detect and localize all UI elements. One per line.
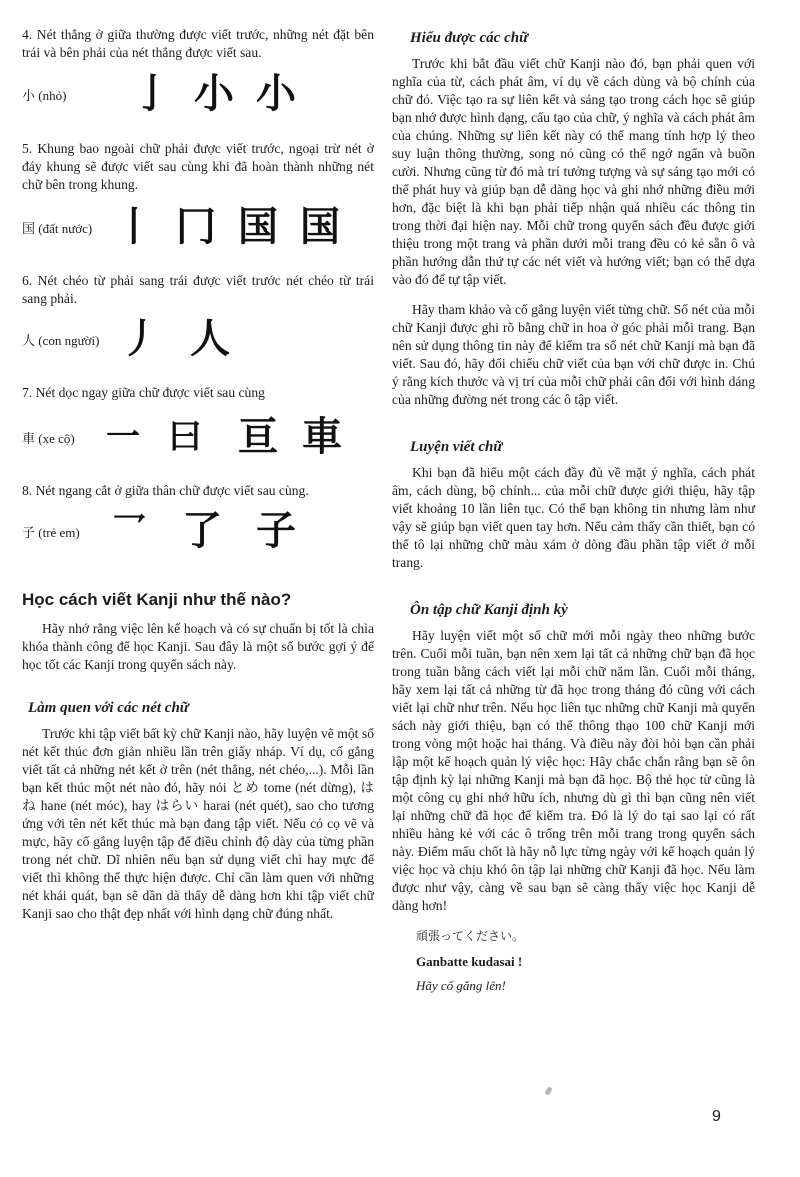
- stroke-order-row-small: [22, 62, 374, 126]
- stroke-sequence: [114, 204, 362, 250]
- stroke-order-row-child: [22, 500, 374, 562]
- step-8-text: 8. Nét ngang cắt ở giữa thân chữ được viết sau cùng.: [22, 483, 309, 498]
- subsection-title-practice: Luyện viết chữ: [410, 439, 503, 455]
- stroke-step: 亘: [238, 414, 278, 460]
- closing-japanese: 頑張ってください。: [416, 929, 525, 943]
- stroke-step: 小: [194, 71, 234, 117]
- stroke-step: 了: [182, 508, 222, 554]
- stroke-sequence: [112, 508, 318, 554]
- understand-paragraph-1: Trước khi bắt đầu viết chữ Kanji nào đó, bạn phải quen với nghĩa của từ, cách phát âm, ví dụ về cách dùng và bộ chính của chữ đó. Việc tạo ra sự liên kết và sáng tạo trong cách học sẽ giúp bạn nhớ được hình dạng, cấu tạo của chữ, ý nghĩa và cách phát âm của chúng. Những sự liên kết này có thể mang tính hợp lý theo suy luận thông thường, song nó cũng có thể ngớ ngẩn và buồn cười. Nhưng cũng từ đó mà trí tưởng tượng và sự sáng tạo mới có thể phát huy và giúp bạn dễ dàng học và ghi nhớ những điều mới hơn, đặc biệt là khi bạn phải tiếp nhận quá nhiều các thông tin trong thời đại hiện nay. Mỗi chữ trong quyển sách đều được giới thiệu trong một trang và phần dưới mỗi trang đều có kẻ sẵn ô và phần hướng dẫn thứ tự các nét viết và hướng viết; bạn có thể dựa vào đó để tự tập viết.: [392, 56, 755, 287]
- subsection-title-review: Ôn tập chữ Kanji định kỳ: [410, 602, 568, 618]
- section-title: Học cách viết Kanji như thế nào?: [22, 590, 292, 609]
- subsection-title-strokes: Làm quen với các nét chữ: [28, 700, 189, 716]
- stroke-step: 小: [256, 71, 296, 117]
- stroke-step: 国: [238, 204, 278, 250]
- stroke-step: 子: [256, 508, 296, 554]
- scan-speck: [544, 1086, 552, 1095]
- stroke-order-row-person: [22, 308, 374, 370]
- closing-romaji: Ganbatte kudasai !: [416, 954, 523, 969]
- stroke-step: 国: [300, 204, 340, 250]
- intro-paragraph: Hãy nhớ rằng việc lên kế hoạch và có sự chuẩn bị tốt là chìa khóa thành công để học Kanji. Sau đây là một số bước gợi ý để học tốt các Kanji trong quyển sách này.: [22, 621, 374, 672]
- stroke-step: 丿: [120, 316, 160, 362]
- step-7-text: 7. Nét dọc ngay giữa chữ được viết sau cùng: [22, 385, 265, 400]
- kanji-label: 国 (đất nước): [22, 220, 93, 236]
- stroke-sequence: [132, 71, 318, 117]
- stroke-step: 乛: [112, 511, 146, 551]
- step-4-text: 4. Nét thẳng ở giữa thường được viết trước, những nét đặt bên trái và bên phải của nét thẳng được viết sau.: [22, 27, 374, 60]
- stroke-step: 丨: [114, 204, 154, 250]
- kanji-label: 子 (trẻ em): [22, 524, 80, 540]
- stroke-step: 車: [302, 414, 342, 460]
- stroke-step: 人: [190, 316, 230, 362]
- right-column: [392, 30, 755, 994]
- stroke-order-row-vehicle: [22, 402, 374, 472]
- closing-vietnamese: Hãy cố gắng lên!: [416, 978, 506, 993]
- kanji-label: 人 (con người): [22, 332, 100, 348]
- stroke-order-row-country: [22, 194, 374, 260]
- stroke-step: 冂: [176, 204, 216, 250]
- stroke-sequence: [106, 414, 364, 460]
- review-paragraph: Hãy luyện viết một số chữ mới mỗi ngày theo những bước trên. Cuối mỗi tuần, bạn nên xem lại tất cả những chữ bạn đã học trong tuần bằng cách viết lại mỗi chữ năm lần. Cuối mỗi tháng, hãy xem lại tất cả những từ đã học trong tháng đó cũng với cách viết lại chữ như trên. Nếu học liên tục những chữ Kanji mà quyển sách này giới thiệu, bạn có thể thông thạo 100 chữ Kanji mới trong vòng một hoặc hai tháng. Và điều này đòi hỏi bạn cần phải lập một kế hoạch quản lý việc học: Hãy chắc chắn rằng bạn sẽ ôn tập định kỳ lại những Kanji mà bạn đã học. Bộ thẻ học từ cũng là một công cụ ghi nhớ hữu ích, nhưng dù gì thì bạn cũng nên viết lại những chữ đã học để kiểm tra. Đó là lý do tại sao lại có rất nhiều hàng kẻ với các ô trống trên mỗi trang trong quyển sách này. Điểm mấu chốt là hãy nỗ lực từng ngày với kế hoạch quản lý việc học và chịu khó ôn tập lại những chữ Kanji đã học. Nếu làm được như vậy, càng về sau bạn sẽ càng thấy việc học Kanji dễ dàng hơn!: [392, 628, 755, 913]
- page-number: 9: [712, 1108, 721, 1125]
- step-5-text: 5. Khung bao ngoài chữ phải được viết trước, ngoại trừ nét ở đáy khung sẽ được viết sau cùng khi đã hoàn thành những nét chữ bên trong khung.: [22, 141, 374, 192]
- stroke-step: 曰: [168, 417, 202, 457]
- stroke-step: 一: [106, 417, 140, 457]
- practice-paragraph: Khi bạn đã hiểu một cách đầy đủ về mặt ý nghĩa, cách phát âm, cách dùng, bộ chính... của mỗi chữ được giới thiệu, hãy tập viết khoảng 10 lần liên tục. Có thể bạn không tin nhưng làm như vậy sẽ giúp bạn viết quen tay hơn. Nếu cảm thấy cần thiết, bạn có thể tô lại những chữ màu xám ở dòng đầu phần tập viết ở mỗi trang.: [392, 465, 755, 570]
- kanji-label: 車 (xe cộ): [22, 430, 75, 446]
- stroke-sequence: [120, 316, 252, 362]
- subsection-title-understand: Hiểu được các chữ: [410, 30, 529, 46]
- left-column: [22, 26, 374, 923]
- strokes-paragraph: Trước khi tập viết bất kỳ chữ Kanji nào, hãy luyện vẽ một số nét kết thúc đơn giản nhiều lần trên giấy nháp. Ví dụ, cố gắng viết tất cả những nét kết ở trên (nét thẳng, nét chéo,...). Mỗi lần bạn kết thúc một nét nào đó, hãy nói とめ tome (nét dừng), はね hane (nét móc), hay はらい harai (nét quét), sao cho tương ứng với tên nét kết thúc mà bạn đang tập viết. Nếu có cọ vẽ và mực, hãy cố gắng luyện tập để điều chỉnh độ dày của từng phần trong nét chữ. Dĩ nhiên nếu bạn sử dụng viết chì hay mực để viết thì không thể thực hiện được. Chỉ cần làm quen với những nét khái quát, bạn sẽ dần dà thấy dễ dàng hơn khi tập viết chữ Kanji sao cho thật đẹp nhất với hình dạng chữ đúng nhất.: [22, 726, 374, 921]
- kanji-label: 小 (nhỏ): [22, 87, 67, 103]
- step-6-text: 6. Nét chéo từ phải sang trái được viết trước nét chéo từ trái sang phải.: [22, 273, 374, 306]
- stroke-step: 亅: [132, 71, 172, 117]
- understand-paragraph-2: Hãy tham khảo và cố gắng luyện viết từng chữ. Số nét của mỗi chữ Kanji được ghi rõ bằng chữ in hoa ở góc phải mỗi trang. Bạn nên sử dụng thông tin này để kiểm tra số nét chữ Kanji mà bạn đã viết. Sau đó, hãy đối chiếu chữ viết của bạn với chữ được in. Chú ý rằng kích thước và vị trí của mỗi chữ phải cân đối với hình dáng của những đường nét trong các ô tập viết.: [392, 302, 755, 407]
